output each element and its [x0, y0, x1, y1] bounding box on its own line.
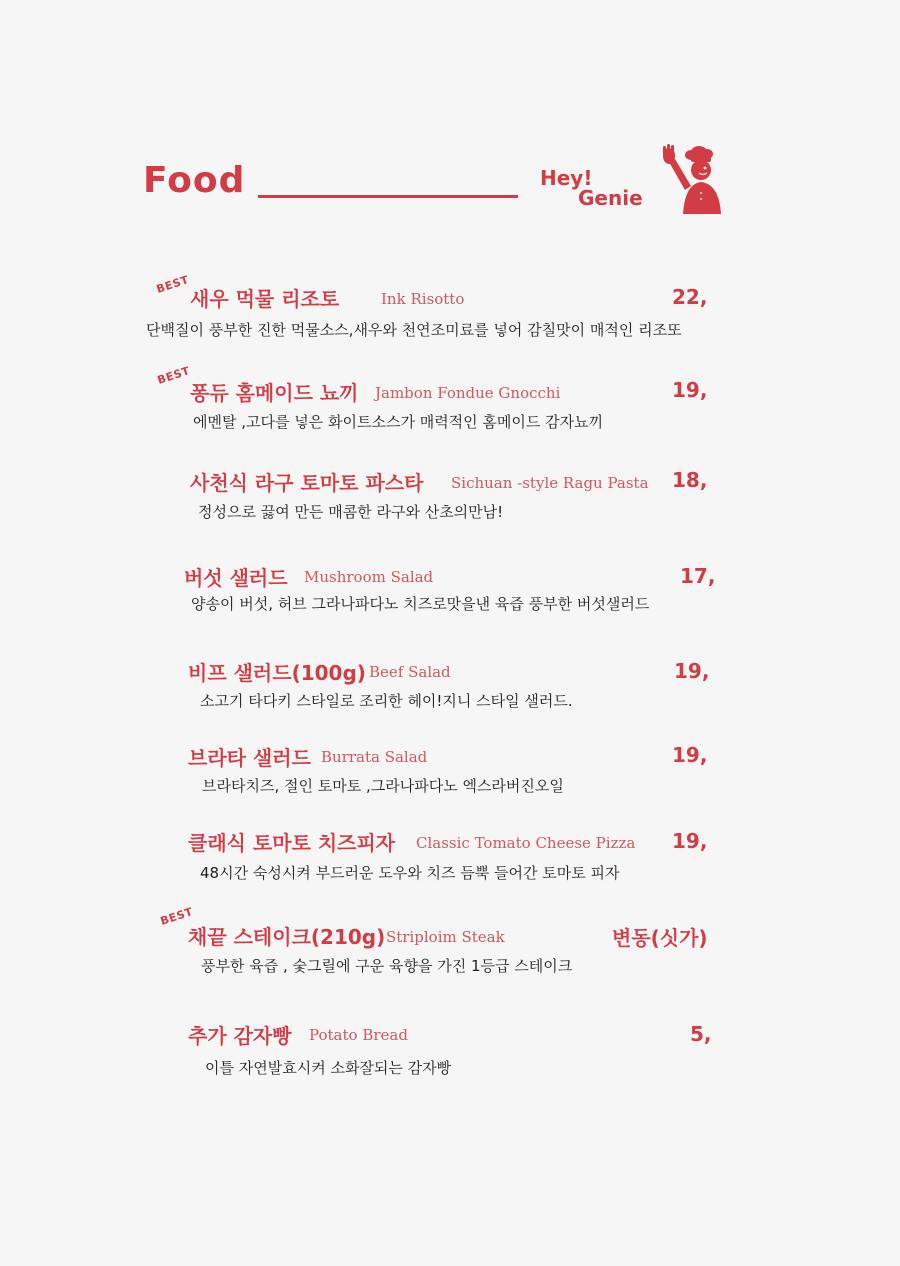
menu-item-description: 소고기 타다키 스타일로 조리한 헤이!지니 스타일 샐러드. — [200, 692, 573, 710]
menu-item-price: 변동(싯가) — [612, 926, 708, 950]
menu-item-name: 클래식 토마토 치즈피자 — [188, 831, 396, 855]
menu-item-name: 비프 샐러드(100g) — [188, 661, 366, 685]
menu-item-english-name: Classic Tomato Cheese Pizza — [416, 834, 636, 852]
menu-item-price: 19, — [672, 829, 708, 853]
page-title: Food — [143, 160, 246, 201]
menu-item-description: 양송이 버섯, 허브 그라나파다노 치즈로맛을낸 육즙 풍부한 버섯샐러드 — [191, 595, 650, 613]
menu-item-description: 정성으로 끓여 만든 매콤한 라구와 산초의만남! — [198, 503, 504, 521]
title-underline — [258, 195, 518, 198]
menu-item-english-name: Striploim Steak — [386, 928, 505, 946]
chef-waving-icon — [655, 142, 727, 214]
menu-item-name: 퐁듀 홈메이드 뇨끼 — [190, 381, 359, 405]
menu-item-name: 새우 먹물 리조토 — [190, 287, 340, 311]
menu-item-price: 19, — [672, 378, 708, 402]
best-badge: BEST — [158, 905, 195, 928]
menu-item-description: 단백질이 풍부한 진한 먹물소스,새우와 천연조미료를 넣어 감칠맛이 매적인 리조또 — [146, 321, 682, 339]
menu-item-english-name: Potato Bread — [309, 1026, 408, 1044]
menu-item-description: 브라타치즈, 절인 토마토 ,그라나파다노 엑스라버진오일 — [202, 777, 564, 795]
best-badge: BEST — [155, 364, 192, 387]
menu-item-price: 19, — [674, 659, 710, 683]
menu-item-price: 19, — [672, 743, 708, 767]
menu-item-english-name: Burrata Salad — [321, 748, 428, 766]
best-badge: BEST — [154, 273, 191, 296]
menu-item-english-name: Ink Risotto — [381, 290, 465, 308]
menu-item-price: 18, — [672, 468, 708, 492]
brand-line-2: Genie — [578, 186, 643, 210]
menu-item-price: 5, — [690, 1022, 712, 1046]
menu-item-english-name: Beef Salad — [369, 663, 451, 681]
menu-item-description: 이틀 자연발효시켜 소화잘되는 감자빵 — [205, 1059, 452, 1077]
menu-item-price: 17, — [680, 564, 716, 588]
menu-item-name: 추가 감자빵 — [188, 1024, 292, 1048]
menu-item-english-name: Mushroom Salad — [304, 568, 434, 586]
menu-item-name: 사천식 라구 토마토 파스타 — [190, 471, 424, 495]
menu-item-name: 채끝 스테이크(210g) — [188, 925, 386, 949]
menu-item-name: 브라타 샐러드 — [188, 746, 311, 770]
brand-line-1: Hey! — [540, 166, 593, 190]
menu-item-english-name: Jambon Fondue Gnocchi — [375, 384, 561, 402]
menu-item-description: 48시간 숙성시켜 부드러운 도우와 치즈 듬뿍 들어간 토마토 피자 — [200, 864, 620, 882]
menu-item-description: 풍부한 육즙 , 숯그릴에 구운 육향을 가진 1등급 스테이크 — [201, 957, 573, 975]
brand-logo — [540, 168, 643, 208]
menu-item-english-name: Sichuan -style Ragu Pasta — [451, 474, 649, 492]
menu-item-name: 버섯 샐러드 — [184, 566, 288, 590]
menu-item-price: 22, — [672, 285, 708, 309]
menu-item-description: 에멘탈 ,고다를 넣은 화이트소스가 매력적인 홈메이드 감자뇨끼 — [193, 413, 604, 431]
